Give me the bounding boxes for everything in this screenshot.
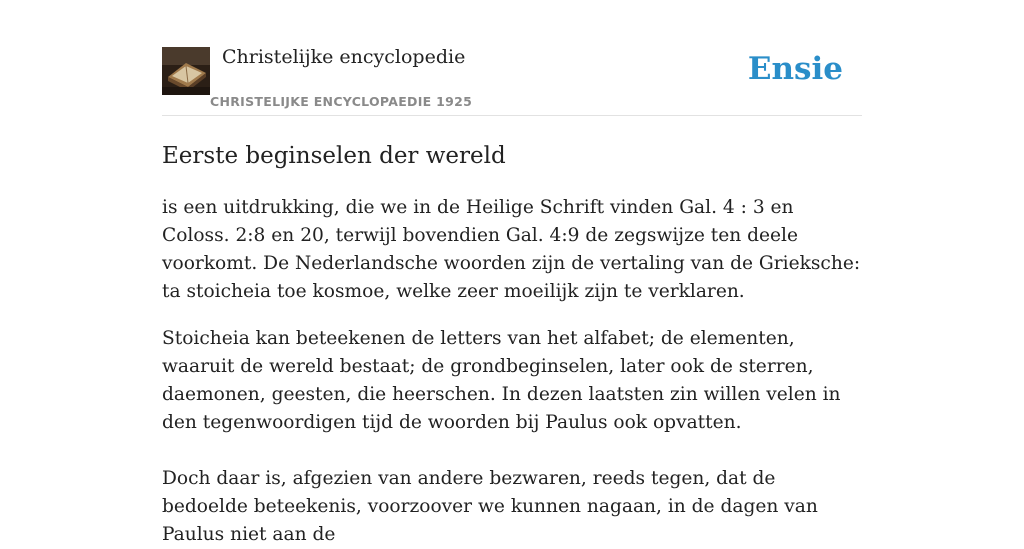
site-name-link[interactable]: Christelijke encyclopedie	[222, 46, 466, 68]
article-paragraph: is een uitdrukking, die we in de Heilige Schrift vinden Gal. 4 : 3 en Coloss. 2:8 en 20, terwijl bovendien Gal. 4:9 de zegswijze ten deele voorkomt. De Nederlandsche woorden zijn de vertaling van de Grieksche: ta stoicheia toe kosmoe, welke zeer moeilijk zijn te verklaren.	[162, 197, 861, 302]
source-label: CHRISTELIJKE ENCYCLOPAEDIE 1925	[210, 94, 473, 109]
page-container	[162, 0, 862, 549]
article-title: Eerste beginselen der wereld	[162, 143, 506, 169]
article-paragraph: Stoicheia kan beteekenen de letters van het alfabet; de elementen, waaruit de wereld bestaat; de grondbeginselen, later ook de sterren, daemonen, geesten, die heerschen. In dezen laatsten zin willen velen in den tegenwoordigen tijd de woorden bij Paulus ook opvatten.	[162, 328, 841, 433]
ensie-logo[interactable]: Ensie	[747, 51, 843, 87]
book-photo-icon[interactable]	[162, 47, 210, 95]
site-header	[162, 0, 862, 116]
article-paragraph: Doch daar is, afgezien van andere bezwaren, reeds tegen, dat de bedoelde beteekenis, voorzoover we kunnen nagaan, in de dagen van Paulus niet aan de	[162, 468, 818, 545]
